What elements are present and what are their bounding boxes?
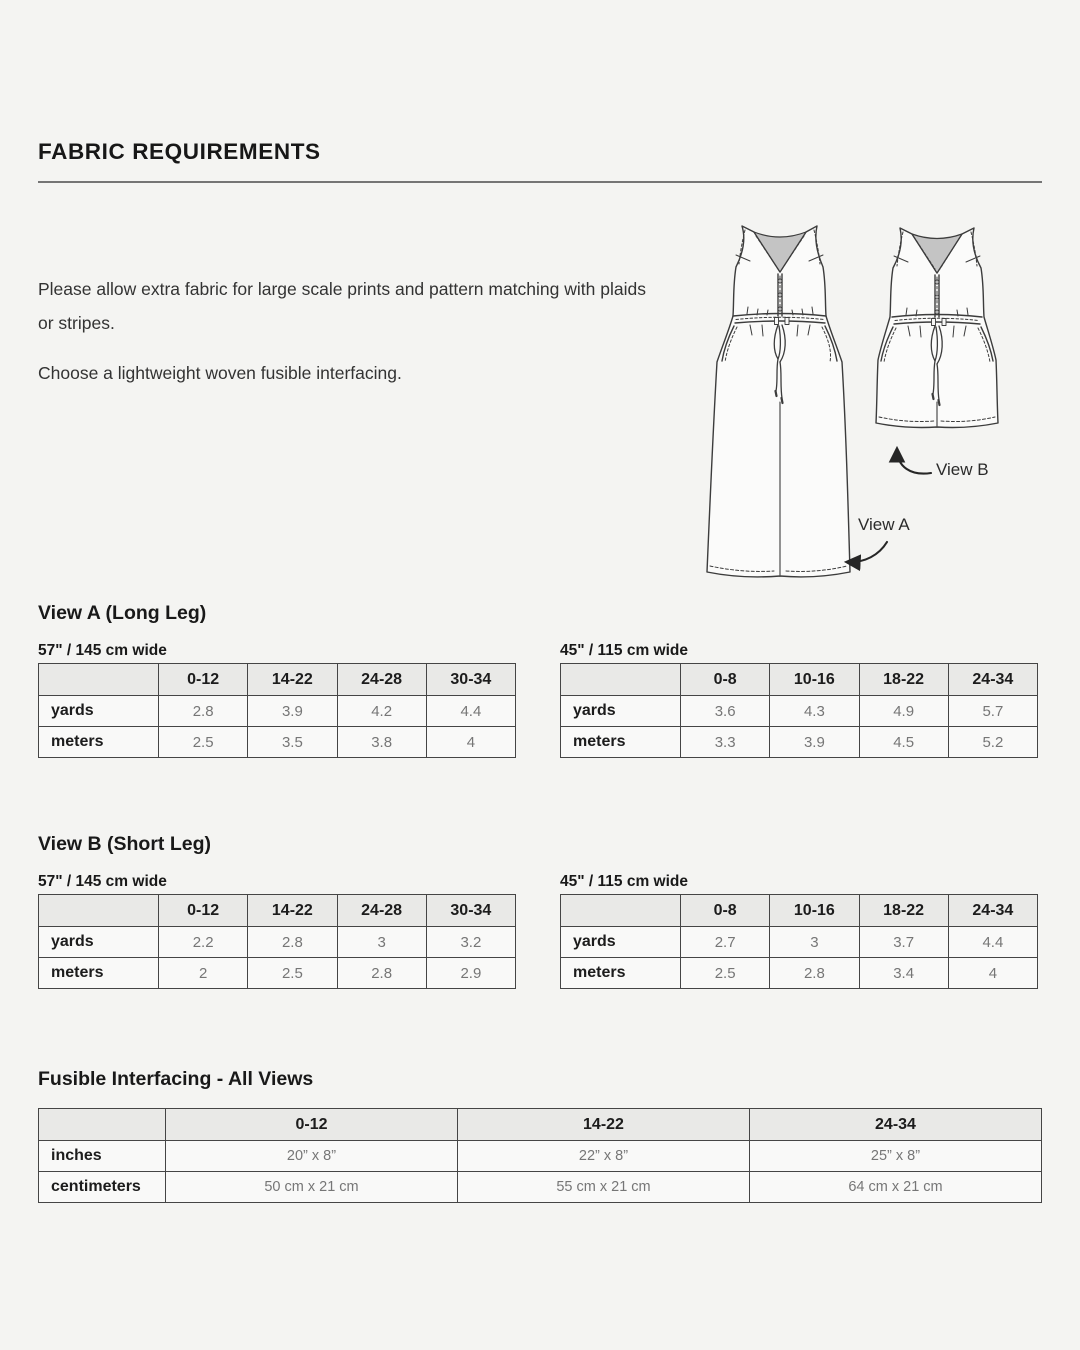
yardage-value: 4 xyxy=(948,958,1037,989)
size-range-header: 24-34 xyxy=(750,1109,1042,1141)
yardage-value: 2.8 xyxy=(770,958,859,989)
yardage-value: 3.3 xyxy=(681,727,770,758)
size-range-header: 14-22 xyxy=(248,895,337,927)
size-range-header: 24-28 xyxy=(337,664,426,696)
size-range-header: 0-12 xyxy=(159,895,248,927)
interfacing-heading: Fusible Interfacing - All Views xyxy=(38,1068,314,1090)
view-b-45-table xyxy=(560,894,1038,989)
view-a-drawing xyxy=(707,226,850,577)
table-row xyxy=(39,727,516,758)
yardage-value: 4.2 xyxy=(337,696,426,727)
size-range-header: 0-8 xyxy=(681,664,770,696)
table-row xyxy=(39,696,516,727)
view-b-57-block xyxy=(38,873,516,989)
size-range-header: 14-22 xyxy=(458,1109,750,1141)
table-header-row xyxy=(39,664,516,696)
yardage-value: 4.4 xyxy=(426,696,515,727)
unit-label: meters xyxy=(561,727,681,758)
view-a-label: View A xyxy=(858,515,910,534)
view-a-57-table xyxy=(38,663,516,758)
corner-cell xyxy=(39,895,159,927)
yardage-value: 3.9 xyxy=(770,727,859,758)
table-row xyxy=(39,1172,1042,1203)
unit-label: yards xyxy=(561,696,681,727)
garment-line-art xyxy=(690,195,1050,595)
yardage-value: 4.4 xyxy=(948,927,1037,958)
corner-cell xyxy=(561,664,681,696)
table-row xyxy=(561,958,1038,989)
intro-paragraph-1: Please allow extra fabric for large scale prints and pattern matching with plaids or stripes. xyxy=(38,279,646,333)
corner-cell xyxy=(561,895,681,927)
intro-paragraph-2: Choose a lightweight woven fusible interfacing. xyxy=(38,363,402,383)
size-range-header: 18-22 xyxy=(859,895,948,927)
table-header-row xyxy=(39,1109,1042,1141)
size-range-header: 24-34 xyxy=(948,664,1037,696)
fabric-width-label: 45" / 115 cm wide xyxy=(560,642,688,659)
intro-text xyxy=(38,272,653,390)
size-range-header: 24-34 xyxy=(948,895,1037,927)
unit-label: meters xyxy=(561,958,681,989)
view-a-57-block xyxy=(38,642,516,758)
yardage-value: 3.5 xyxy=(248,727,337,758)
garment-illustration xyxy=(690,195,1050,595)
yardage-value: 2.2 xyxy=(159,927,248,958)
page-title: FABRIC REQUIREMENTS xyxy=(38,139,321,164)
table-header-row xyxy=(39,895,516,927)
table-row xyxy=(561,927,1038,958)
corner-cell xyxy=(39,664,159,696)
view-a-45-table xyxy=(560,663,1038,758)
view-b-label: View B xyxy=(936,460,989,479)
title-divider xyxy=(38,181,1042,183)
view-b-57-table xyxy=(38,894,516,989)
size-range-header: 18-22 xyxy=(859,664,948,696)
unit-label: meters xyxy=(39,958,159,989)
yardage-value: 5.7 xyxy=(948,696,1037,727)
yardage-value: 5.2 xyxy=(948,727,1037,758)
size-range-header: 14-22 xyxy=(248,664,337,696)
yardage-value: 3.2 xyxy=(426,927,515,958)
yardage-value: 2.5 xyxy=(248,958,337,989)
table-row xyxy=(39,958,516,989)
interfacing-block xyxy=(38,1108,1042,1203)
size-range-header: 0-8 xyxy=(681,895,770,927)
view-a-45-block xyxy=(560,642,1038,758)
table-row xyxy=(561,696,1038,727)
interfacing-value: 50 cm x 21 cm xyxy=(166,1172,458,1203)
yardage-value: 2 xyxy=(159,958,248,989)
yardage-value: 2.8 xyxy=(248,927,337,958)
yardage-value: 2.9 xyxy=(426,958,515,989)
size-range-header: 10-16 xyxy=(770,664,859,696)
yardage-value: 4 xyxy=(426,727,515,758)
fabric-width-label: 45" / 115 cm wide xyxy=(560,873,688,890)
yardage-value: 2.7 xyxy=(681,927,770,958)
table-header-row xyxy=(561,895,1038,927)
table-header-row xyxy=(561,664,1038,696)
unit-label: meters xyxy=(39,727,159,758)
table-row xyxy=(39,1141,1042,1172)
yardage-value: 3.6 xyxy=(681,696,770,727)
size-range-header: 0-12 xyxy=(166,1109,458,1141)
unit-label: inches xyxy=(39,1141,166,1172)
unit-label: yards xyxy=(39,927,159,958)
corner-cell xyxy=(39,1109,166,1141)
view-b-arrow xyxy=(897,449,931,474)
size-range-header: 10-16 xyxy=(770,895,859,927)
view-a-heading: View A (Long Leg) xyxy=(38,602,207,624)
yardage-value: 2.8 xyxy=(159,696,248,727)
size-range-header: 0-12 xyxy=(159,664,248,696)
view-b-drawing xyxy=(876,228,998,428)
interfacing-value: 55 cm x 21 cm xyxy=(458,1172,750,1203)
interfacing-value: 25” x 8” xyxy=(750,1141,1042,1172)
fabric-width-label: 57" / 145 cm wide xyxy=(38,873,167,890)
unit-label: centimeters xyxy=(39,1172,166,1203)
yardage-value: 3.9 xyxy=(248,696,337,727)
interfacing-table xyxy=(38,1108,1042,1203)
yardage-value: 4.3 xyxy=(770,696,859,727)
yardage-value: 2.5 xyxy=(681,958,770,989)
yardage-value: 3.4 xyxy=(859,958,948,989)
yardage-value: 4.9 xyxy=(859,696,948,727)
table-row xyxy=(39,927,516,958)
table-row xyxy=(561,727,1038,758)
yardage-value: 4.5 xyxy=(859,727,948,758)
size-range-header: 24-28 xyxy=(337,895,426,927)
unit-label: yards xyxy=(561,927,681,958)
unit-label: yards xyxy=(39,696,159,727)
yardage-value: 3 xyxy=(770,927,859,958)
yardage-value: 3 xyxy=(337,927,426,958)
interfacing-value: 64 cm x 21 cm xyxy=(750,1172,1042,1203)
size-range-header: 30-34 xyxy=(426,664,515,696)
view-a-arrow xyxy=(847,542,887,562)
size-range-header: 30-34 xyxy=(426,895,515,927)
interfacing-value: 22” x 8” xyxy=(458,1141,750,1172)
interfacing-value: 20” x 8” xyxy=(166,1141,458,1172)
yardage-value: 3.8 xyxy=(337,727,426,758)
yardage-value: 2.8 xyxy=(337,958,426,989)
yardage-value: 3.7 xyxy=(859,927,948,958)
yardage-value: 2.5 xyxy=(159,727,248,758)
fabric-width-label: 57" / 145 cm wide xyxy=(38,642,167,659)
view-b-45-block xyxy=(560,873,1038,989)
view-b-heading: View B (Short Leg) xyxy=(38,833,211,855)
